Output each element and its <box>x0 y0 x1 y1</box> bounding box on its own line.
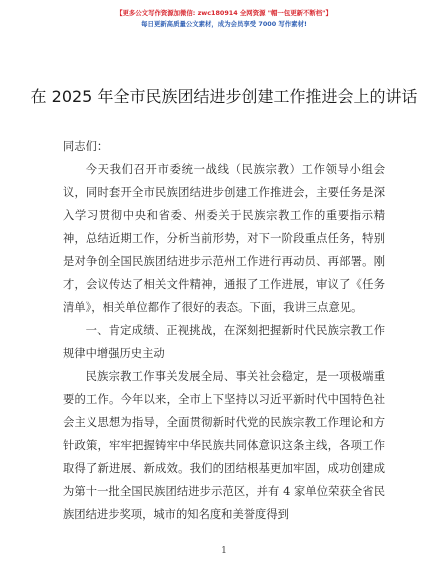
page-number: 1 <box>221 546 227 556</box>
body-paragraph: 今天我们召开市委统一战线（民族宗教）工作领导小组会议，同时套开全市民族团结进步创建工作推进会，主要任务是深入学习贯彻中央和省委、州委关于民族宗教工作的重要指示精神，总结近期工作，分析当前形势，对下一阶段重点任务，特别是对争创全国民族团结进步示范州工作进行再动员、再部署。刚才，会议传达了相关文件精神，通报了工作进展，审议了《任务清单》，相关单位都作了很好的表态。下面，我讲三点意见。 <box>63 163 385 314</box>
document-body <box>63 135 385 526</box>
section-heading: 一、肯定成绩、正视挑战，在深刻把握新时代民族宗教工作规律中增强历史主动 <box>63 324 385 360</box>
salutation: 同志们： <box>63 140 109 153</box>
promo-banner-line-2: 每日更新高质量公文素材，成为会员享受 7000 写作素材! <box>141 20 307 28</box>
body-paragraph: 民族宗教工作事关发展全局、事关社会稳定，是一项极端重要的工作。今年以来，全市上下坚持以习近平新时代中国特色社会主义思想为指导，全面贯彻新时代党的民族宗教工作理论和方针政策，牢牢把握铸牢中华民族共同体意识这条主线，各项工作取得了新进展、新成效。我们的团结根基更加牢固，成功创建成为第十一批全国民族团结进步示范区，并有 4 家单位荣获全省民族团结进步奖项，城市的知名度和美誉度得到 <box>63 370 385 521</box>
promo-banner-line-1: 【更多公文写作资源加微信: zwc180914 全网资源 "帽一包更新不断档"】 <box>116 9 332 17</box>
promo-banner <box>0 8 448 30</box>
document-title: 在 2025 年全市民族团结进步创建工作推进会上的讲话 <box>30 87 418 106</box>
